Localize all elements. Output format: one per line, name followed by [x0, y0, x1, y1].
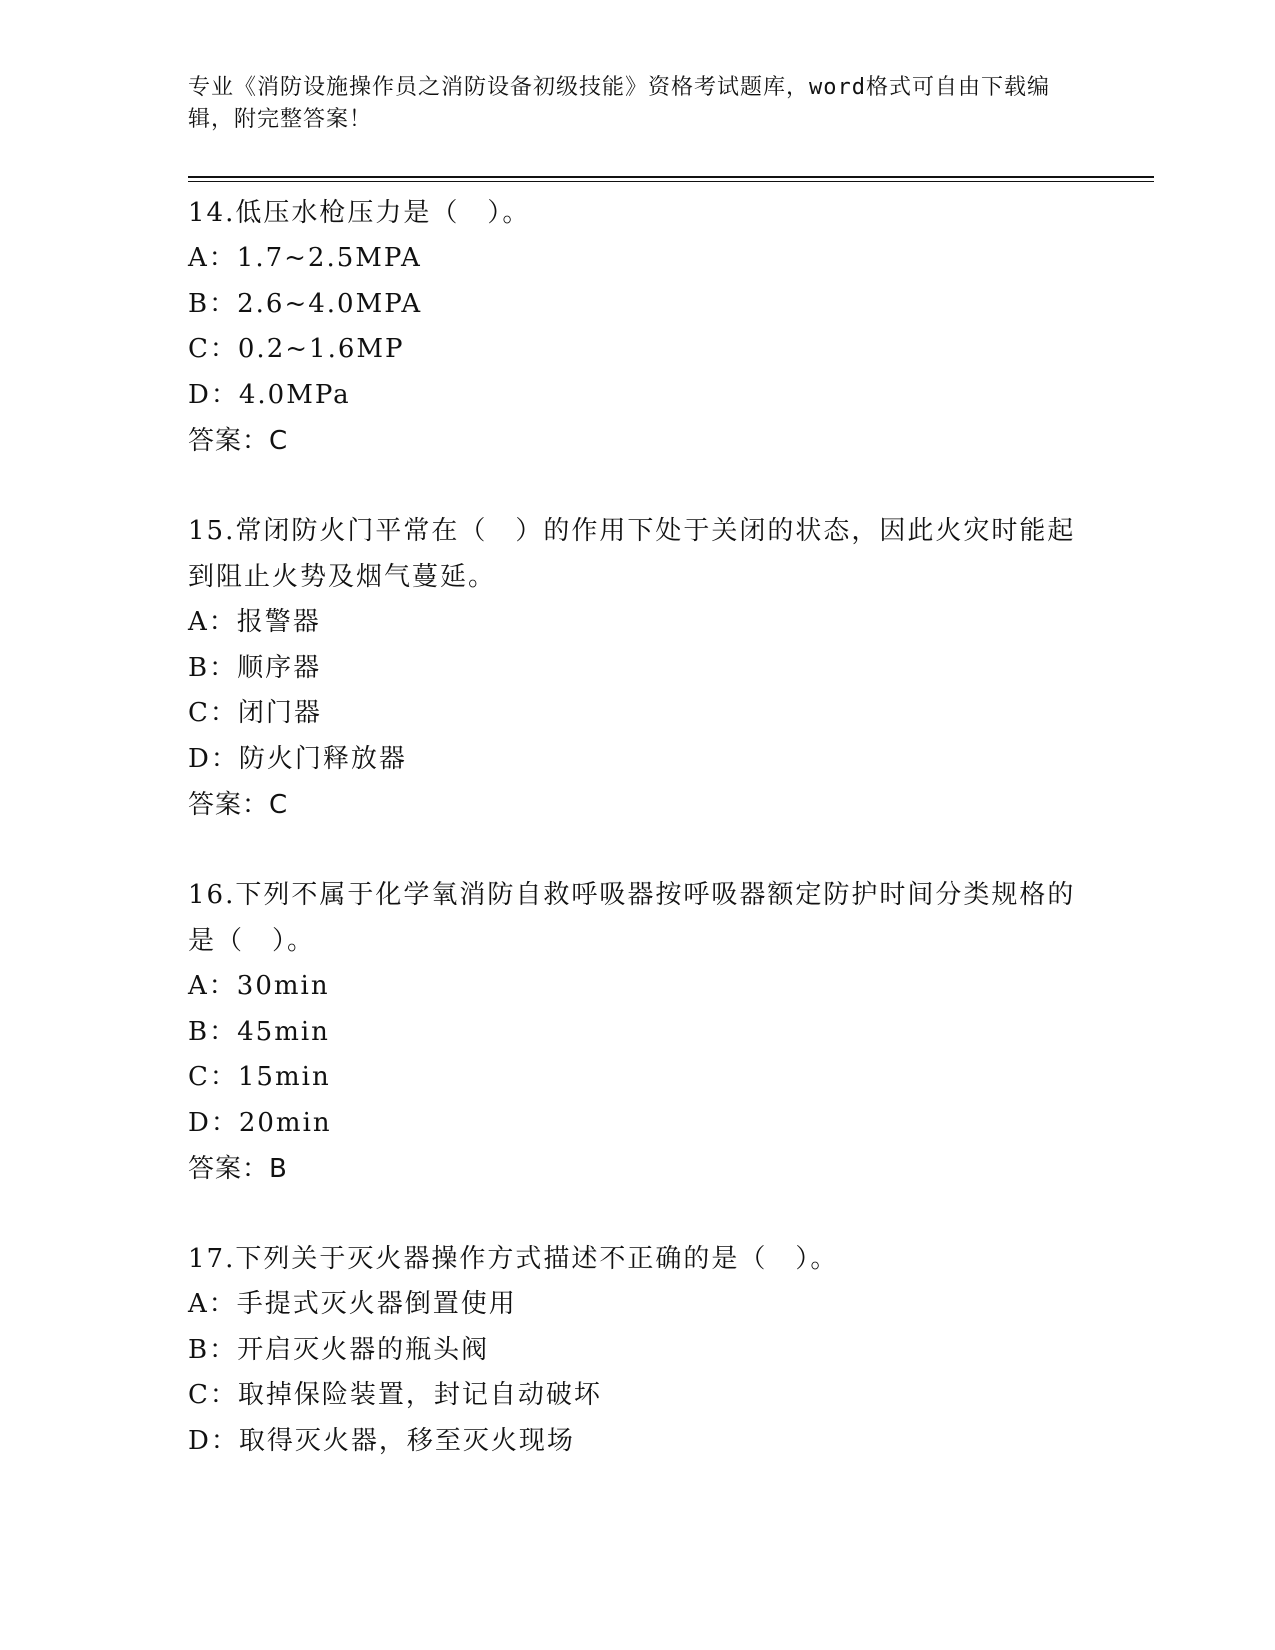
option-c: C：0.2~1.6MP: [188, 334, 405, 364]
option-a: A：报警器: [188, 607, 321, 637]
header-divider: [188, 176, 1154, 178]
answer: 答案：C: [188, 790, 289, 820]
question-16: [188, 872, 1088, 1192]
option-b: B：顺序器: [188, 652, 322, 683]
question-stem: 15.常闭防火门平常在（ ）的作用下处于关闭的状态，因此火灾时能起到阻止火势及烟气蔓延。: [188, 516, 1076, 592]
option-c: C：15min: [188, 1062, 331, 1092]
document-header: 专业《消防设施操作员之消防设备初级技能》资格考试题库，word格式可自由下载编辑，附完整答案！: [188, 75, 1050, 132]
option-d: D：防火门释放器: [188, 743, 407, 774]
option-b: B：开启灭火器的瓶头阀: [188, 1334, 490, 1365]
question-15: [188, 508, 1088, 828]
option-a: A：1.7~2.5MPA: [188, 243, 422, 273]
header-divider-thin: [188, 181, 1154, 182]
option-d: D：取得灭火器，移至灭火现场: [188, 1425, 575, 1456]
question-stem: 14.低压水枪压力是（ ）。: [188, 198, 531, 228]
option-b: B：45min: [188, 1016, 330, 1047]
answer: 答案：C: [188, 426, 289, 456]
option-d: D：20min: [188, 1107, 332, 1138]
option-c: C：闭门器: [188, 698, 322, 728]
option-d: D：4.0MPa: [188, 379, 351, 410]
option-b: B：2.6~4.0MPA: [188, 288, 423, 319]
question-stem: 16.下列不属于化学氧消防自救呼吸器按呼吸器额定防护时间分类规格的是（ ）。: [188, 880, 1076, 956]
question-17: [188, 1236, 1088, 1464]
option-a: A：手提式灭火器倒置使用: [188, 1289, 517, 1319]
option-c: C：取掉保险装置，封记自动破坏: [188, 1380, 602, 1410]
question-stem: 17.下列关于灭火器操作方式描述不正确的是（ ）。: [188, 1244, 839, 1274]
answer: 答案：B: [188, 1154, 288, 1184]
question-14: [188, 190, 1088, 464]
question-list: [188, 190, 1088, 1508]
option-a: A：30min: [188, 971, 330, 1001]
